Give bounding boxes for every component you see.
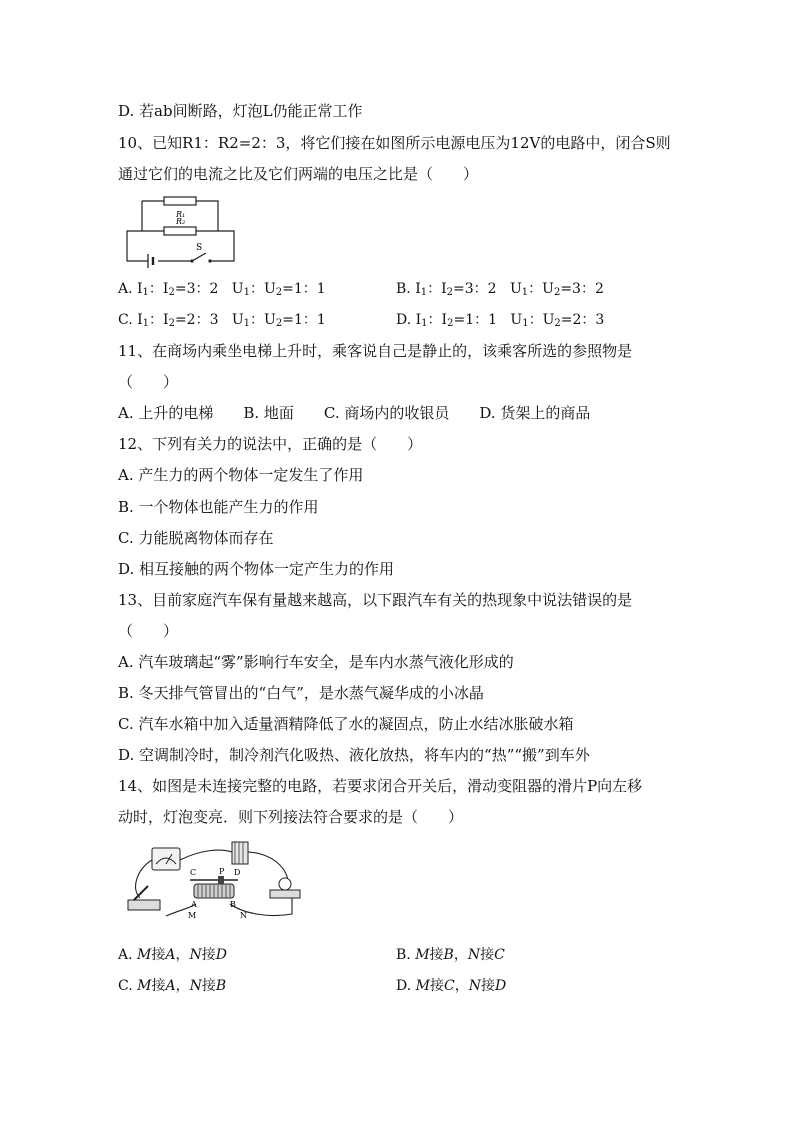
label-d: D xyxy=(234,868,241,877)
label-a: A xyxy=(191,900,197,909)
left-wire xyxy=(127,231,148,261)
switch-base xyxy=(128,900,160,910)
q13-stem-line2: （ ） xyxy=(118,622,179,640)
q10-option-c: C. $I_1$：$I_2=2$：3 $U_1$：$U_2=1$：1 xyxy=(118,312,326,329)
r2-label: R₂ xyxy=(176,217,186,226)
battery-pack xyxy=(232,842,248,864)
label-p: P xyxy=(219,867,225,876)
q13-option-c: C. 汽车水箱中加入适量酒精降低了水的凝固点，防止水结冰胀破水箱 xyxy=(118,715,574,733)
q14-option-a: A. M接A，N接D xyxy=(118,947,227,963)
q14-stem-line2: 动时，灯泡变亮．则下列接法符合要求的是（ ） xyxy=(118,808,464,826)
q11-stem-line1: 11、在商场内乘坐电梯上升时，乘客说自己是静止的，该乘客所选的参照物是 xyxy=(118,342,633,360)
lamp-bulb xyxy=(279,878,291,890)
switch-label: S xyxy=(196,243,203,253)
ammeter xyxy=(152,848,180,870)
q10-stem-line1: 10、已知R1：R2=2：3，将它们接在如图所示电源电压为12V的电路中，闭合S则 xyxy=(118,134,671,152)
q13-stem-line1: 13、目前家庭汽车保有量越来越高，以下跟汽车有关的热现象中说法错误的是 xyxy=(118,591,633,609)
q13-option-a: A. 汽车玻璃起“雾”影响行车安全，是车内水蒸气液化形成的 xyxy=(118,653,514,671)
q14-option-c: C. M接A，N接B xyxy=(118,978,227,994)
q13-option-d: D. 空调制冷时，制冷剂汽化吸热、液化放热，将车内的“热”“搬”到车外 xyxy=(118,746,590,764)
q10-option-d: D. $I_1$：$I_2=1$：1 $U_1$：$U_2=2$：3 xyxy=(396,312,605,329)
q10-stem-line2: 通过它们的电流之比及它们两端的电压之比是（ ） xyxy=(118,165,479,183)
label-b: B xyxy=(230,900,236,909)
r1-label: R₁ xyxy=(176,210,186,219)
r1-resistor xyxy=(164,197,196,205)
q14-stem-line1: 14、如图是未连接完整的电路，若要求闭合开关后，滑动变阻器的滑片P向左移 xyxy=(118,777,643,795)
q10-option-a: A. $I_1$：$I_2=3$：2 $U_1$：$U_2=1$：1 xyxy=(118,281,326,298)
q10-option-b: B. $I_1$：$I_2=3$：2 $U_1$：$U_2=3$：2 xyxy=(396,281,604,298)
label-c: C xyxy=(190,868,197,877)
q12-option-a: A. 产生力的两个物体一定发生了作用 xyxy=(118,466,364,484)
q12-option-c: C. 力能脱离物体而存在 xyxy=(118,529,274,547)
lamp-base xyxy=(270,890,300,898)
switch-blade xyxy=(192,253,206,261)
q14-option-b: B. M接B，N接C xyxy=(396,947,505,963)
q14-circuit-figure xyxy=(120,838,304,922)
label-m: M xyxy=(188,911,197,920)
q12-stem: 12、下列有关力的说法中，正确的是（ ） xyxy=(118,435,423,453)
right-wire xyxy=(210,231,234,261)
q11-options: A. 上升的电梯 B. 地面 C. 商场内的收银员 D. 货架上的商品 xyxy=(118,404,591,422)
q9-option-d: D. 若ab间断路，灯泡L仍能正常工作 xyxy=(118,102,363,120)
rheostat-slider xyxy=(218,876,224,884)
q11-stem-line2: （ ） xyxy=(118,373,179,391)
q14-option-d: D. M接C，N接D xyxy=(396,978,507,994)
label-n: N xyxy=(240,911,247,920)
wire-meter-battery xyxy=(180,850,232,860)
q12-option-b: B. 一个物体也能产生力的作用 xyxy=(118,498,319,516)
r2-resistor xyxy=(164,227,196,235)
q12-option-d: D. 相互接触的两个物体一定产生力的作用 xyxy=(118,560,395,578)
q10-circuit-figure xyxy=(122,193,240,269)
q13-option-b: B. 冬天排气管冒出的“白气”，是水蒸气凝华成的小冰晶 xyxy=(118,684,484,702)
wire-switch-meter xyxy=(136,860,152,898)
